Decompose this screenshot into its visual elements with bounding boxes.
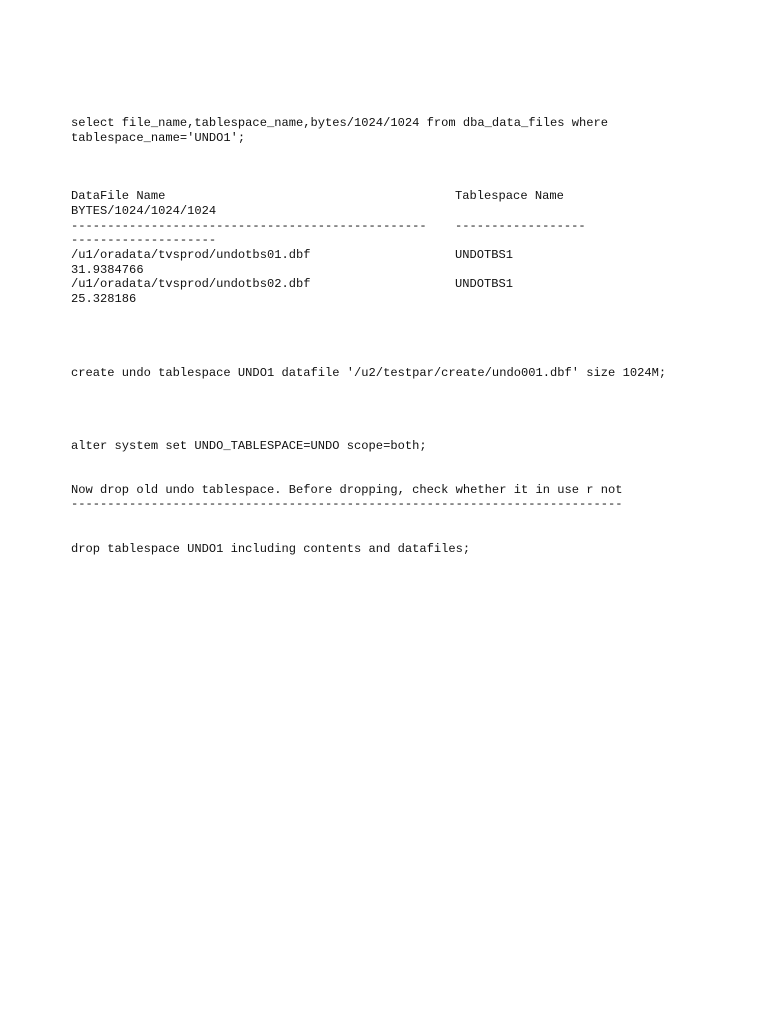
create-statement: create undo tablespace UNDO1 datafile '/u2/testpar/create/undo001.dbf' size 1024M; (71, 366, 667, 380)
drop-statement: drop tablespace UNDO1 including contents and datafiles; (71, 542, 471, 556)
note-text: Now drop old undo tablespace. Before dropping, check whether it in use r not (71, 483, 623, 497)
separator-col3: -------------------- (71, 233, 217, 247)
query-line-1: select file_name,tablespace_name,bytes/1024/1024 from dba_data_files where (71, 116, 609, 130)
separator-col2: ------------------ (455, 219, 586, 233)
separator-col1: ------------------------------------------------- (71, 219, 427, 233)
row-2-tablespace: UNDOTBS1 (455, 277, 514, 291)
row-2-bytes: 25.328186 (71, 292, 137, 306)
row-1-bytes: 31.9384766 (71, 263, 144, 277)
row-2-file: /u1/oradata/tvsprod/undotbs02.dbf (71, 277, 311, 291)
row-1-file: /u1/oradata/tvsprod/undotbs01.dbf (71, 248, 311, 262)
query-line-2: tablespace_name='UNDO1'; (71, 131, 246, 145)
header-datafile-name: DataFile Name (71, 189, 166, 203)
row-1-tablespace: UNDOTBS1 (455, 248, 514, 262)
header-tablespace-name: Tablespace Name (455, 189, 564, 203)
header-bytes: BYTES/1024/1024/1024 (71, 204, 217, 218)
note-underline: ---------------------------------------------------------------------------- (71, 497, 623, 511)
alter-statement: alter system set UNDO_TABLESPACE=UNDO scope=both; (71, 439, 427, 453)
